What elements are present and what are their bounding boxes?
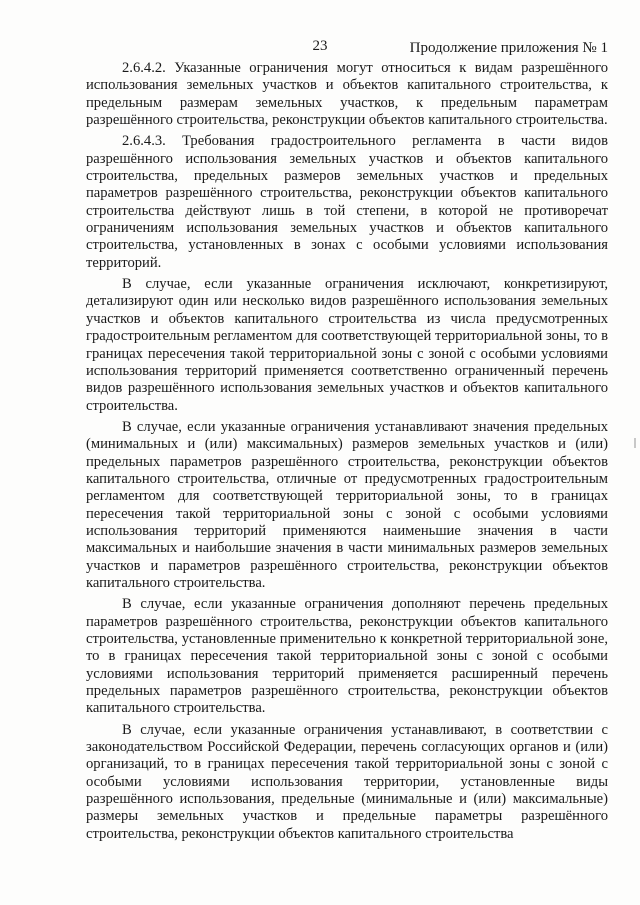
paragraph-2-6-4-2: 2.6.4.2. Указанные ограничения могут относиться к видам разрешённого использования земельных участков и объектов капитального строительства, к предельным размерам земельных участков, к предельным параметрам разрешённого строительства, реконструкции объектов капитального строительства. — [86, 60, 608, 129]
paragraph-restriction-case-1: В случае, если указанные ограничения исключают, конкретизируют, детализируют один или несколько видов разрешённого использования земельных участков и объектов капитального строительства из числа предусмотренных градостроительным регламентом для соответствующей территориальной зоны, то в границах пересечения такой территориальной зоны с зоной с особыми условиями использования территорий применяется соответственно ограниченный перечень видов разрешённого использования земельных участков и объектов капитального строительства. — [86, 276, 608, 414]
document-body — [86, 60, 608, 847]
paragraph-restriction-case-2: В случае, если указанные ограничения устанавливают значения предельных (минимальных и (или) максимальных) размеров земельных участков и (или) предельных параметров разрешённого строительства, реконструкции объектов капитального строительства, отличные от предусмотренных градостроительным регламентом для соответствующей территориальной зоны, то в границах пересечения такой территориальной зоны с зоной с особыми условиями использования территорий применяются наименьшие значения в части максимальных и наибольшие значения в части минимальных размеров земельных участков и параметров разрешённого строительства, реконструкции объектов капитального строительства. — [86, 418, 608, 591]
paragraph-2-6-4-3: 2.6.4.3. Требования градостроительного регламента в части видов разрешённого использования земельных участков и объектов капитального строительства, предельных размеров земельных участков и предельных параметров разрешённого строительства, реконструкции объектов капитального строительства действуют лишь в той степени, в которой не противоречат ограничениям использования земельных участков и объектов капитального строительства, установленных в зонах с особыми условиями использования территорий. — [86, 133, 608, 271]
paragraph-restriction-case-4: В случае, если указанные ограничения устанавливают, в соответствии с законодательством Российской Федерации, перечень согласующих органов и (или) организаций, то в границах пересечения такой территориальной зоны с зоной с особыми условиями использования территории, установленные виды разрешённого использования, предельные (минимальные и (или) максимальные) размеры земельных участков и предельные параметры разрешённого строительства, реконструкции объектов капитального строительства — [86, 721, 608, 842]
page-number: 23 — [312, 38, 328, 54]
appendix-continuation-note: Продолжение приложения № 1 — [409, 40, 608, 56]
scan-margin-mark — [634, 438, 636, 448]
paragraph-restriction-case-3: В случае, если указанные ограничения дополняют перечень предельных параметров разрешённого строительства, реконструкции объектов капитального строительства, установленные применительно к конкретной территориальной зоне, то в границах пересечения такой территориальной зоны с зоной с особыми условиями использования территорий применяется расширенный перечень предельных параметров разрешённого строительства, реконструкции объектов капитального строительства. — [86, 596, 608, 717]
